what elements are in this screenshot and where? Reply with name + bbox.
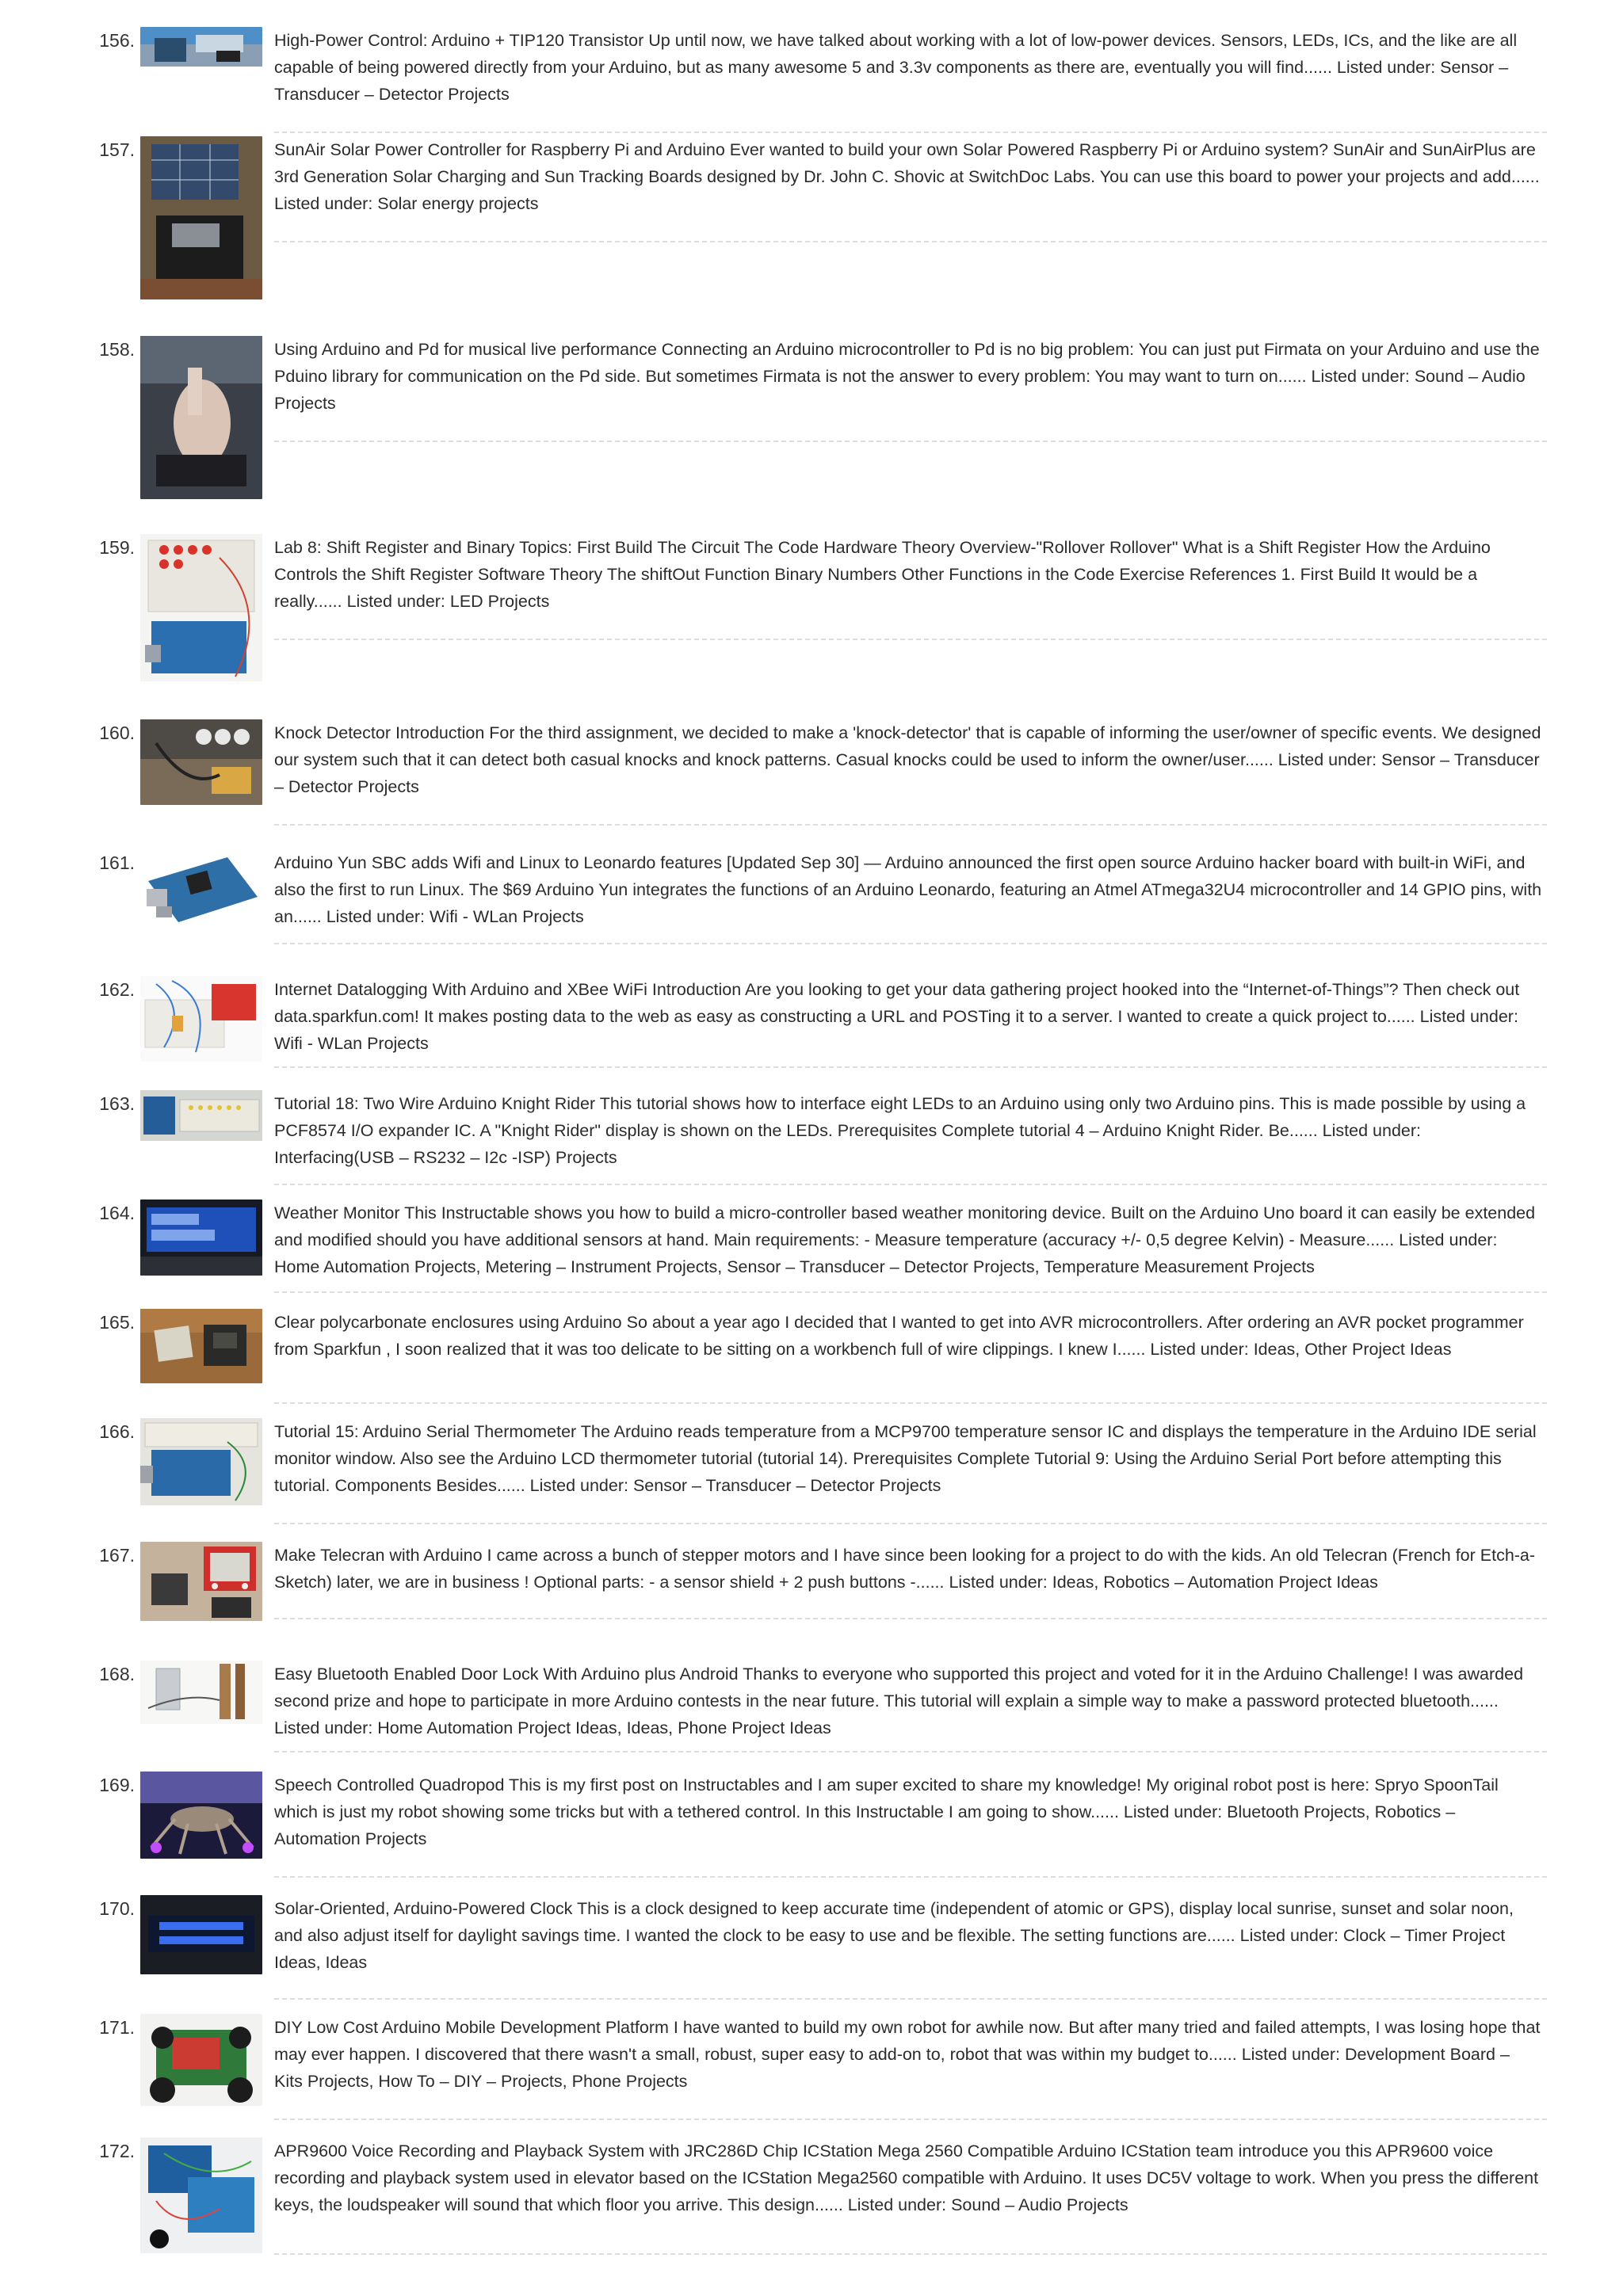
item-number: 156. <box>99 30 135 51</box>
item-thumbnail[interactable] <box>140 1090 262 1141</box>
divider <box>274 1618 1547 1619</box>
item-number: 170. <box>99 1898 135 1919</box>
item-number: 161. <box>99 852 135 873</box>
item-link[interactable]: High-Power Control: Arduino + TIP120 Transistor Up until now, we have talked about working with a lot of low-power devices. Sensors, LEDs, ICs, and the like are all capable of being powered directly from your Arduino, but as many awesome 5 and 3.3v components as there are, eventually you will find...... Listed under: Sensor – Transducer – Detector Projects <box>274 31 1518 104</box>
item-thumbnail[interactable] <box>140 2138 262 2253</box>
item-link[interactable]: DIY Low Cost Arduino Mobile Development Platform I have wanted to build my own robot for awhile now. But after many tried and failed attempts, I was losing hope that may ever happen. I discovered that there wasn't a small, robust, super easy to add-on to, robot that was within my budget to...... Listed under: Development Board – Kits Projects, How To – DIY – Projects, Phone Projects <box>274 2018 1541 2091</box>
item-thumbnail[interactable] <box>140 1542 262 1621</box>
item-link[interactable]: Weather Monitor This Instructable shows you how to build a micro-controller based weather monitoring device. Built on the Arduino Uno board it can easily be extended and modified should you have additional sensors at hand. Main requirements: - Measure temperature (accuracy +/- 0,5 degree Kelvin) - Measure...... Listed under: Home Automation Projects, Metering – Instrument Projects, Sensor – Transducer – Detector Projects, Temperature Measurement Projects <box>274 1203 1536 1276</box>
divider <box>274 441 1547 442</box>
divider <box>274 1066 1547 1068</box>
divider <box>274 943 1547 944</box>
item-number: 166. <box>99 1421 135 1442</box>
item-link[interactable]: Lab 8: Shift Register and Binary Topics: First Build The Circuit The Code Hardware Theory Overview-"Rollover Rollover" What is a Shift Register How the Arduino Controls the Shift Register Software Theory The shiftOut Function Binary Numbers Other Functions in the Code Exercise References 1. First Build It would be a really...... Listed under: LED Projects <box>274 538 1491 611</box>
item-link[interactable]: Make Telecran with Arduino I came across a bunch of stepper motors and I have since been looking for a project to do with the kids. An old Telecran (French for Etch-a-Sketch) later, we are in business ! Optional parts: - a sensor shield + 2 push buttons -...... Listed under: Ideas, Robotics – Automation Project Ideas <box>274 1546 1536 1592</box>
item-number: 160. <box>99 723 135 743</box>
divider <box>274 241 1547 242</box>
item-number: 157. <box>99 139 135 160</box>
item-description[interactable] <box>274 1542 1542 1596</box>
divider <box>274 824 1547 826</box>
item-description[interactable] <box>274 2014 1542 2095</box>
item-description[interactable] <box>274 1418 1542 1499</box>
item-thumbnail[interactable] <box>140 534 262 681</box>
item-description[interactable] <box>274 849 1542 930</box>
item-description[interactable] <box>274 1661 1542 1741</box>
item-number: 167. <box>99 1545 135 1566</box>
item-link[interactable]: Solar-Oriented, Arduino-Powered Clock This is a clock designed to keep accurate time (independent of atomic or GPS), display local sunrise, sunset and solar noon, and also adjust itself for daylight savings time. I wanted the clock to be easy to use and be flexible. The setting functions are...... Listed under: Clock – Timer Project Ideas, Ideas <box>274 1899 1514 1972</box>
divider <box>274 1291 1547 1293</box>
item-number: 158. <box>99 339 135 360</box>
item-number: 162. <box>99 979 135 1000</box>
item-link[interactable]: Using Arduino and Pd for musical live performance Connecting an Arduino microcontroller to Pd is no big problem: You can just put Firmata on your Arduino and use the Pduino library for communication on the Pd side. But sometimes Firmata is not the answer to every problem: You may want to turn on...... Listed under: Sound – Audio Projects <box>274 340 1540 413</box>
item-description[interactable] <box>274 1895 1542 1976</box>
item-link[interactable]: Tutorial 18: Two Wire Arduino Knight Rider This tutorial shows how to interface eight LEDs to an Arduino using only two Arduino pins. This is made possible by using a PCF8574 I/O expander IC. A "Knight Rider" display is shown on the LEDs. Prerequisites Complete tutorial 4 – Arduino Knight Rider. Be...... Listed under: Interfacing(USB – RS232 – I2c -ISP) Projects <box>274 1094 1526 1167</box>
item-description[interactable] <box>274 2138 1542 2218</box>
item-thumbnail[interactable] <box>140 1199 262 1276</box>
item-link[interactable]: Tutorial 15: Arduino Serial Thermometer The Arduino reads temperature from a MCP9700 temperature sensor IC and displays the temperature in the Arduino IDE serial monitor window. Also see the Arduino LCD thermometer tutorial (tutorial 14). Prerequisites Complete Tutorial 9: Using the Arduino Serial Port before attempting this tutorial. Components Besides...... Listed under: Sensor – Transducer – Detector Projects <box>274 1422 1537 1495</box>
item-thumbnail[interactable] <box>140 976 262 1062</box>
item-number: 165. <box>99 1312 135 1333</box>
item-link[interactable]: APR9600 Voice Recording and Playback System with JRC286D Chip ICStation Mega 2560 Compatible Arduino ICStation team introduce you this APR9600 voice recording and playback system used in elevator based on the ICStation Mega2560 compatible with Arduino. It uses DC5V voltage to work. When you press the different keys, the loudspeaker will sound that which floor you arrive. This design...... Listed under: Sound – Audio Projects <box>274 2142 1539 2214</box>
divider <box>274 1876 1547 1878</box>
item-thumbnail[interactable] <box>140 336 262 499</box>
item-link[interactable]: Knock Detector Introduction For the third assignment, we decided to make a 'knock-detector' that is capable of informing the user/owner of specific events. We designed our system such that it can detect both casual knocks and knock patterns. Casual knocks could be used to inform the owner/user...... Listed under: Sensor – Transducer – Detector Projects <box>274 723 1541 796</box>
item-thumbnail[interactable] <box>140 136 262 299</box>
item-link[interactable]: SunAir Solar Power Controller for Raspberry Pi and Arduino Ever wanted to build your own Solar Powered Raspberry Pi or Arduino system? SunAir and SunAirPlus are 3rd Generation Solar Charging and Sun Tracking Boards designed by Dr. John C. Shovic at SwitchDoc Labs. You can use this board to power your projects and add...... Listed under: Solar energy projects <box>274 140 1540 213</box>
divider <box>274 2119 1547 2120</box>
item-link[interactable]: Speech Controlled Quadropod This is my first post on Instructables and I am super excited to share my knowledge! My original robot post is here: Spryo SpoonTail which is just my robot showing some tricks but with a tethered control. In this Instructable I am going to show...... Listed under: Bluetooth Projects, Robotics – Automation Projects <box>274 1775 1499 1848</box>
item-number: 171. <box>99 2017 135 2038</box>
item-thumbnail[interactable] <box>140 1309 262 1383</box>
item-link[interactable]: Easy Bluetooth Enabled Door Lock With Arduino plus Android Thanks to everyone who supported this project and voted for it in the Arduino Challenge! I was awarded second prize and hope to participate in more Arduino contests in the near future. This tutorial will explain a simple way to make a password protected bluetooth...... Listed under: Home Automation Project Ideas, Ideas, Phone Project Ideas <box>274 1665 1524 1737</box>
item-number: 168. <box>99 1664 135 1684</box>
item-thumbnail[interactable] <box>140 849 262 929</box>
item-description[interactable] <box>274 976 1542 1057</box>
item-description[interactable] <box>274 336 1542 417</box>
divider <box>274 2253 1547 2255</box>
divider <box>274 1184 1547 1185</box>
item-description[interactable] <box>274 1772 1542 1852</box>
item-thumbnail[interactable] <box>140 1661 262 1724</box>
item-thumbnail[interactable] <box>140 27 262 67</box>
item-description[interactable] <box>274 534 1542 615</box>
item-description[interactable] <box>274 1090 1542 1171</box>
item-number: 159. <box>99 537 135 558</box>
item-thumbnail[interactable] <box>140 1895 262 1974</box>
item-description[interactable] <box>274 27 1542 108</box>
item-link[interactable]: Internet Datalogging With Arduino and XBee WiFi Introduction Are you looking to get your data gathering project hooked into the “Internet-of-Things”? Then check out data.sparkfun.com! It makes posting data to the web as easy as constructing a URL and POSTing it to a server. I wanted to create a quick project to...... Listed under: Wifi - WLan Projects <box>274 980 1520 1053</box>
item-description[interactable] <box>274 136 1542 217</box>
divider <box>274 1998 1547 2000</box>
divider <box>274 1523 1547 1524</box>
item-thumbnail[interactable] <box>140 719 262 805</box>
divider <box>274 1751 1547 1753</box>
item-thumbnail[interactable] <box>140 2014 262 2106</box>
item-description[interactable] <box>274 1199 1542 1280</box>
item-link[interactable]: Arduino Yun SBC adds Wifi and Linux to Leonardo features [Updated Sep 30] — Arduino announced the first open source Arduino hacker board with built-in WiFi, and also the first to run Linux. The $69 Arduino Yun integrates the functions of an Arduino Leonardo, featuring an Atmel ATmega32U4 microcontroller and 14 GPIO pins, with an...... Listed under: Wifi - WLan Projects <box>274 853 1542 926</box>
divider <box>274 639 1547 640</box>
divider <box>274 1402 1547 1404</box>
item-link[interactable]: Clear polycarbonate enclosures using Arduino So about a year ago I decided that I wanted to get into AVR microcontrollers. After ordering an AVR pocket programmer from Sparkfun , I soon realized that it was too delicate to be sitting on a workbench full of wire clippings. I knew I...... Listed under: Ideas, Other Project Ideas <box>274 1313 1524 1359</box>
item-thumbnail[interactable] <box>140 1418 262 1505</box>
divider <box>274 132 1547 133</box>
item-number: 169. <box>99 1775 135 1795</box>
item-number: 163. <box>99 1093 135 1114</box>
item-number: 164. <box>99 1203 135 1223</box>
item-description[interactable] <box>274 1309 1542 1363</box>
item-thumbnail[interactable] <box>140 1772 262 1859</box>
item-number: 172. <box>99 2141 135 2161</box>
item-description[interactable] <box>274 719 1542 800</box>
